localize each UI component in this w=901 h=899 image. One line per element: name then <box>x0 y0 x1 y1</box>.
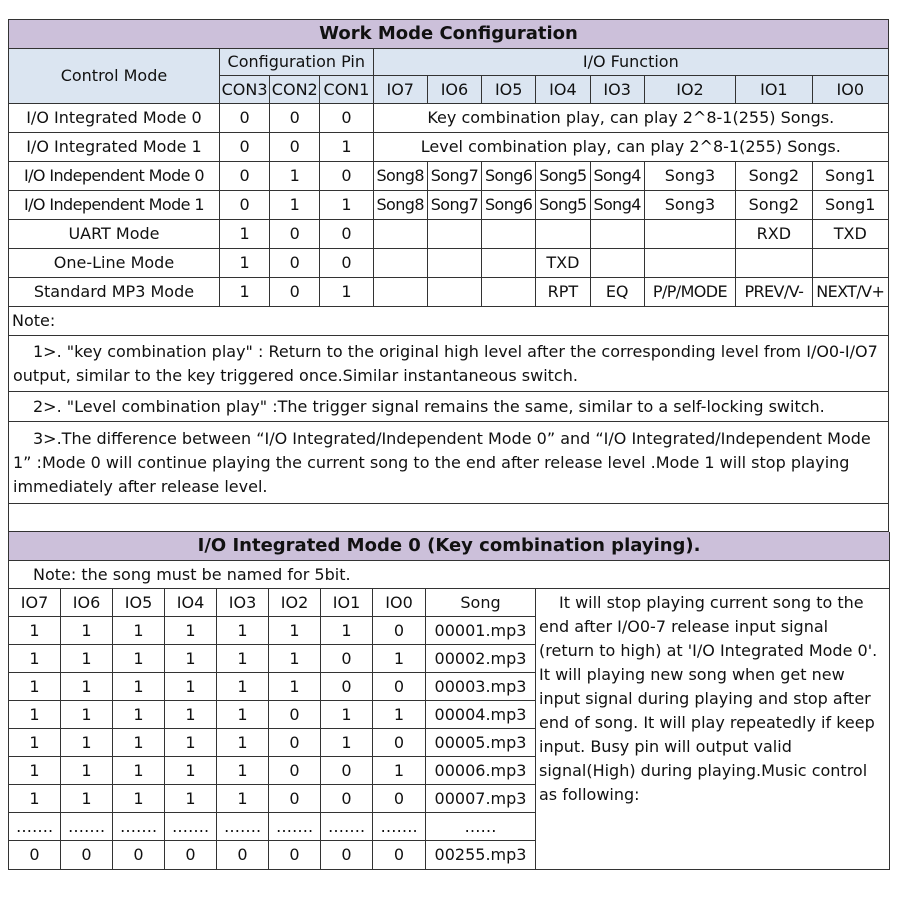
con-value: 0 <box>219 133 269 162</box>
con-value: 0 <box>270 133 320 162</box>
bit-cell: 0 <box>321 841 373 870</box>
con-value: 1 <box>320 278 373 307</box>
bit-cell: 1 <box>217 645 269 673</box>
header-con3: CON3 <box>219 76 269 104</box>
io-cell: TXD <box>812 220 888 249</box>
col-header-io2: IO2 <box>269 589 321 617</box>
header-io0: IO0 <box>812 76 888 104</box>
mode-row <box>9 162 889 191</box>
integrated-note: Note: the song must be named for 5bit. <box>9 561 890 589</box>
io-cell: Song2 <box>736 162 812 191</box>
con-value: 1 <box>320 191 373 220</box>
bit-cell: 1 <box>113 673 165 701</box>
io-cell: EQ <box>590 278 644 307</box>
io-cell: Song7 <box>427 162 481 191</box>
io-cell: Song2 <box>736 191 812 220</box>
bit-cell: 0 <box>269 785 321 813</box>
bit-cell: 1 <box>61 645 113 673</box>
io-cell: Song4 <box>590 191 644 220</box>
con-value: 1 <box>320 133 373 162</box>
con-value: 0 <box>219 191 269 220</box>
io-cell <box>812 249 888 278</box>
bit-cell: 1 <box>217 729 269 757</box>
con-value: 0 <box>270 249 320 278</box>
bit-cell: 0 <box>321 757 373 785</box>
bit-cell: 1 <box>61 701 113 729</box>
bit-cell: 1 <box>373 701 426 729</box>
io-cell: Song5 <box>536 191 590 220</box>
con-value: 1 <box>219 278 269 307</box>
con-value: 1 <box>270 162 320 191</box>
io-cell: Song5 <box>536 162 590 191</box>
bit-cell: 0 <box>321 785 373 813</box>
con-value: 0 <box>270 220 320 249</box>
note-2: 2>. "Level combination play" :The trigger signal remains the same, similar to a self-locking switch. <box>9 392 889 422</box>
ellipsis-cell: ……. <box>373 813 426 841</box>
mode-name: I/O Independent Mode 1 <box>9 191 220 220</box>
ellipsis-cell: ……. <box>165 813 217 841</box>
mode-name: I/O Independent Mode 0 <box>9 162 220 191</box>
io-cell <box>373 278 427 307</box>
io-cell: RXD <box>736 220 812 249</box>
bit-cell: 0 <box>373 841 426 870</box>
col-header-io1: IO1 <box>321 589 373 617</box>
bit-cell: 1 <box>113 785 165 813</box>
con-value: 0 <box>320 249 373 278</box>
io-cell: P/P/MODE <box>644 278 735 307</box>
io-cell <box>644 220 735 249</box>
song-file: 00001.mp3 <box>426 617 536 645</box>
mode-row <box>9 249 889 278</box>
bit-cell: 1 <box>269 673 321 701</box>
song-file: 00003.mp3 <box>426 673 536 701</box>
ellipsis-cell: ……. <box>269 813 321 841</box>
bit-cell: 0 <box>321 673 373 701</box>
bit-cell: 0 <box>9 841 61 870</box>
io-cell <box>427 278 481 307</box>
io-cell: Song3 <box>644 162 735 191</box>
note-label: Note: <box>9 307 889 336</box>
bit-cell: 1 <box>61 729 113 757</box>
bit-cell: 0 <box>373 673 426 701</box>
bit-cell: 1 <box>165 645 217 673</box>
bit-cell: 0 <box>113 841 165 870</box>
integrated-mode-title: I/O Integrated Mode 0 (Key combination playing). <box>9 532 890 561</box>
ellipsis-cell: ……. <box>321 813 373 841</box>
song-file: 00005.mp3 <box>426 729 536 757</box>
con-value: 0 <box>219 104 269 133</box>
bit-cell: 0 <box>269 757 321 785</box>
work-mode-table <box>8 19 889 532</box>
header-io5: IO5 <box>482 76 536 104</box>
mode-name: UART Mode <box>9 220 220 249</box>
bit-cell: 1 <box>321 617 373 645</box>
bit-cell: 1 <box>165 701 217 729</box>
bit-cell: 1 <box>269 645 321 673</box>
io-cell: RPT <box>536 278 590 307</box>
integrated-description <box>536 589 890 870</box>
bit-cell: 1 <box>113 645 165 673</box>
col-header-io0: IO0 <box>373 589 426 617</box>
io-cell: TXD <box>536 249 590 278</box>
header-configuration-pin: Configuration Pin <box>219 49 373 76</box>
io-function-span: Level combination play, can play 2^8-1(255) Songs. <box>373 133 888 162</box>
bit-cell: 0 <box>61 841 113 870</box>
header-io7: IO7 <box>373 76 427 104</box>
mode-row <box>9 278 889 307</box>
header-io1: IO1 <box>736 76 812 104</box>
work-mode-title: Work Mode Configuration <box>9 20 889 49</box>
bit-cell: 1 <box>217 757 269 785</box>
header-con1: CON1 <box>320 76 373 104</box>
bit-cell: 1 <box>9 785 61 813</box>
integrated-mode-table <box>8 532 890 870</box>
header-io4: IO4 <box>536 76 590 104</box>
mode-name: Standard MP3 Mode <box>9 278 220 307</box>
spec-sheet <box>8 19 889 870</box>
io-cell: NEXT/V+ <box>812 278 888 307</box>
bit-cell: 0 <box>165 841 217 870</box>
bit-cell: 1 <box>61 785 113 813</box>
bit-cell: 1 <box>113 729 165 757</box>
io-cell: Song1 <box>812 162 888 191</box>
bit-cell: 1 <box>165 617 217 645</box>
header-io3: IO3 <box>590 76 644 104</box>
col-header-io3: IO3 <box>217 589 269 617</box>
io-cell <box>590 220 644 249</box>
bit-cell: 0 <box>373 785 426 813</box>
ellipsis-cell: ……. <box>113 813 165 841</box>
description-text: It will stop playing current song to the end after I/O0-7 release input signal (return to high) at 'I/O Integrated Mode 0'. It will playing new song when get new input signal during playing and stop after end of song. It will play repeatedly if keep input. Busy pin will output valid signal(High) during playing.Music control as following: <box>539 593 878 804</box>
bit-cell: 1 <box>9 673 61 701</box>
bit-cell: 1 <box>217 673 269 701</box>
bit-cell: 1 <box>217 701 269 729</box>
bit-cell: 1 <box>9 701 61 729</box>
io-cell <box>482 220 536 249</box>
con-value: 1 <box>219 249 269 278</box>
col-header-io4: IO4 <box>165 589 217 617</box>
con-value: 0 <box>270 104 320 133</box>
header-io6: IO6 <box>427 76 481 104</box>
bit-cell: 0 <box>269 841 321 870</box>
io-cell: Song3 <box>644 191 735 220</box>
bit-cell: 1 <box>373 645 426 673</box>
bit-cell: 1 <box>321 701 373 729</box>
io-cell <box>427 249 481 278</box>
io-cell: Song7 <box>427 191 481 220</box>
bit-cell: 0 <box>321 645 373 673</box>
mode-row <box>9 220 889 249</box>
bit-cell: 1 <box>321 729 373 757</box>
io-cell: Song6 <box>482 191 536 220</box>
io-cell <box>427 220 481 249</box>
con-value: 1 <box>270 191 320 220</box>
con-value: 1 <box>219 220 269 249</box>
bit-cell: 1 <box>9 757 61 785</box>
con-value: 0 <box>320 220 373 249</box>
bit-cell: 1 <box>217 785 269 813</box>
bit-cell: 1 <box>165 785 217 813</box>
bit-cell: 1 <box>61 673 113 701</box>
bit-cell: 1 <box>9 617 61 645</box>
table-header-row <box>9 589 890 617</box>
bit-cell: 1 <box>217 617 269 645</box>
bit-cell: 1 <box>165 729 217 757</box>
con-value: 0 <box>219 162 269 191</box>
io-cell: Song8 <box>373 191 427 220</box>
song-file: 00255.mp3 <box>426 841 536 870</box>
io-cell <box>644 249 735 278</box>
mode-name: I/O Integrated Mode 0 <box>9 104 220 133</box>
con-value: 0 <box>270 278 320 307</box>
io-cell: Song8 <box>373 162 427 191</box>
bit-cell: 0 <box>217 841 269 870</box>
io-cell <box>590 249 644 278</box>
con-value: 0 <box>320 162 373 191</box>
bit-cell: 0 <box>373 617 426 645</box>
blank-row <box>9 504 889 532</box>
io-cell <box>373 220 427 249</box>
mode-name: One-Line Mode <box>9 249 220 278</box>
ellipsis-cell: …… <box>426 813 536 841</box>
bit-cell: 1 <box>269 617 321 645</box>
bit-cell: 1 <box>113 701 165 729</box>
mode-row <box>9 104 889 133</box>
mode-row <box>9 133 889 162</box>
bit-cell: 1 <box>61 617 113 645</box>
col-header-song: Song <box>426 589 536 617</box>
header-control-mode: Control Mode <box>9 49 220 104</box>
note-3: 3>.The difference between “I/O Integrated/Independent Mode 0” and “I/O Integrated/Independent Mode 1” :Mode 0 will continue playing the current song to the end after release level .Mode 1 will stop playing immediately after release level. <box>9 422 889 504</box>
io-cell: Song6 <box>482 162 536 191</box>
bit-cell: 1 <box>373 757 426 785</box>
io-cell <box>736 249 812 278</box>
mode-row <box>9 191 889 220</box>
io-cell <box>482 278 536 307</box>
ellipsis-cell: ……. <box>61 813 113 841</box>
header-io-function: I/O Function <box>373 49 888 76</box>
io-cell <box>373 249 427 278</box>
io-cell: Song1 <box>812 191 888 220</box>
song-file: 00004.mp3 <box>426 701 536 729</box>
song-file: 00006.mp3 <box>426 757 536 785</box>
ellipsis-cell: ……. <box>217 813 269 841</box>
con-value: 0 <box>320 104 373 133</box>
col-header-io5: IO5 <box>113 589 165 617</box>
io-cell <box>536 220 590 249</box>
mode-name: I/O Integrated Mode 1 <box>9 133 220 162</box>
io-cell <box>482 249 536 278</box>
io-cell: Song4 <box>590 162 644 191</box>
bit-cell: 0 <box>269 729 321 757</box>
song-file: 00002.mp3 <box>426 645 536 673</box>
song-file: 00007.mp3 <box>426 785 536 813</box>
header-io2: IO2 <box>644 76 735 104</box>
bit-cell: 1 <box>9 729 61 757</box>
bit-cell: 1 <box>165 757 217 785</box>
ellipsis-cell: ……. <box>9 813 61 841</box>
bit-cell: 0 <box>373 729 426 757</box>
io-cell: PREV/V- <box>736 278 812 307</box>
io-function-span: Key combination play, can play 2^8-1(255) Songs. <box>373 104 888 133</box>
header-con2: CON2 <box>270 76 320 104</box>
note-1: 1>. "key combination play" : Return to the original high level after the corresponding level from I/O0-I/O7 output, similar to the key triggered once.Similar instantaneous switch. <box>9 336 889 392</box>
bit-cell: 0 <box>269 701 321 729</box>
col-header-io7: IO7 <box>9 589 61 617</box>
bit-cell: 1 <box>165 673 217 701</box>
bit-cell: 1 <box>9 645 61 673</box>
col-header-io6: IO6 <box>61 589 113 617</box>
bit-cell: 1 <box>113 617 165 645</box>
bit-cell: 1 <box>61 757 113 785</box>
bit-cell: 1 <box>113 757 165 785</box>
